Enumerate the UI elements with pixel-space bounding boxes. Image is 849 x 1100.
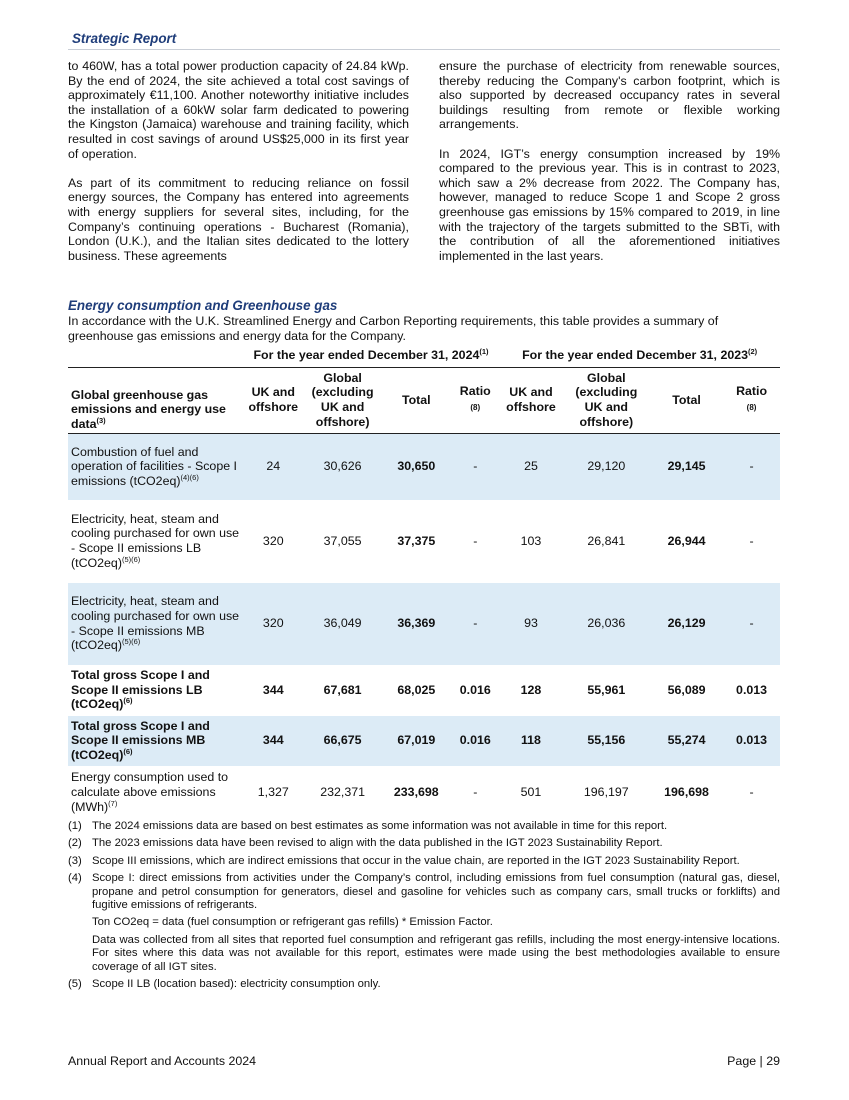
- cell-total-2023: 29,145: [650, 433, 723, 500]
- cell-ratio-2024: -: [451, 500, 499, 582]
- cell-ratio-2023: -: [723, 500, 780, 582]
- cell-global-2024: 66,675: [304, 715, 382, 766]
- header-ratio-2023: Ratio (8): [723, 367, 780, 433]
- group-header-2023: For the year ended December 31, 2023$^{(2)}$: [499, 345, 780, 367]
- left-paragraph-2: As part of its commitment to reducing reliance on fossil energy sources, the Company has entered into agreements with energy suppliers for several sites, including, for the Company’s continuing operations - Bucharest (Romania), London (U.K.), and the Italian sites dedicated to the lottery business. These agreements: [68, 175, 409, 263]
- footnote-continuation: Data was collected from all sites that reported fuel consumption and refrigerant gas refills, including the most energy-intensive locations. For sites where this data was not available for this report, estimates were made using the best methodologies available to ensure coverage of all IGT sites.: [92, 933, 780, 973]
- cell-uk-2023: 103: [499, 500, 562, 582]
- cell-total-2024: 67,019: [381, 715, 451, 766]
- header-uk-2024: UK and offshore: [243, 367, 304, 433]
- table-row: [68, 715, 780, 766]
- cell-uk-2024: 320: [243, 582, 304, 665]
- cell-ratio-2023: -: [749, 784, 754, 799]
- cell-uk-2023: 128: [499, 665, 562, 715]
- cell-uk-2024: 344: [243, 715, 304, 766]
- left-paragraph-1: to 460W, has a total power production capacity of 24.84 kWp. By the end of 2024, the site achieved a total cost savings of approximately €11,100. Another noteworthy initiative includes the installation of a 60kW solar farm dedicated to powering the Kingston (Jamaica) warehouse and training facility, which resulted in cost savings of around US$25,000 in its first year of operation.: [68, 59, 409, 161]
- cell-global-2023: 55,961: [563, 665, 650, 715]
- table-column-header: [68, 367, 780, 433]
- section-heading: Energy consumption and Greenhouse gas: [68, 298, 338, 313]
- cell-ratio-2023: 0.013: [723, 715, 780, 766]
- left-column: [68, 59, 409, 278]
- footnote: (3) Scope III emissions, which are indirect emissions that occur in the value chain, are reported in the IGT 2023 Sustainability Report.: [68, 854, 740, 867]
- cell-global-2024: 30,626: [304, 433, 382, 500]
- cell-uk-2024: 24: [243, 433, 304, 500]
- section-intro: In accordance with the U.K. Streamlined Energy and Carbon Reporting requirements, this table provides a summary of greenhouse gas emissions and energy data for the Company.: [68, 314, 719, 343]
- row-label: Combustion of fuel and operation of facilities - Scope I emissions $(tCO2eq)^{(4)(6)}$: [68, 433, 243, 500]
- cell-uk-2023: 118: [499, 715, 562, 766]
- cell-total-2024: 233,698: [393, 784, 439, 799]
- table-group-header: [68, 345, 780, 367]
- cell-global-2023: 29,120: [563, 433, 650, 500]
- right-column: [439, 59, 780, 278]
- header-total-2024: Total: [381, 367, 451, 433]
- cell-ratio-2023: -: [723, 433, 780, 500]
- footnotes: [68, 820, 780, 995]
- table-row: [68, 582, 780, 665]
- cell-total-2024: 37,375: [381, 500, 451, 582]
- cell-total-2023: 56,089: [650, 665, 723, 715]
- footnote: (1) The 2024 emissions data are based on best estimates as some information was not available in time for this report.: [68, 820, 668, 832]
- cell-ratio-2024: -: [451, 433, 499, 500]
- header-ratio-2024: Ratio (8): [451, 367, 499, 433]
- table-row: [68, 665, 780, 715]
- cell-total-2023: 26,944: [650, 500, 723, 582]
- cell-uk-2024: 344: [243, 665, 304, 715]
- header-uk-2023: UK and offshore: [499, 367, 562, 433]
- cell-total-2023: 196,698: [664, 784, 709, 799]
- cell-ratio-2023: -: [723, 582, 780, 665]
- group-header-2024: For the year ended December 31, 2024$^{(1)}$: [243, 345, 500, 367]
- row-label: Total gross Scope I and Scope II emissions LB $(tCO2eq)^{(6)}$: [68, 665, 243, 715]
- page-section-title: Strategic Report: [72, 31, 177, 46]
- row-label: Electricity, heat, steam and cooling purchased for own use - Scope II emissions MB $(tCO2eq)^{(5)(6)}$: [68, 582, 243, 665]
- cell-total-2024: 30,650: [381, 433, 451, 500]
- emissions-table: [68, 345, 780, 818]
- right-paragraph-1: ensure the purchase of electricity from renewable sources, thereby reducing the Company's carbon footprint, which is also supported by decreased occupancy rates in several buildings resulting from remote or flexible working arrangements.: [439, 59, 780, 132]
- header-global-2023: Global (excluding UK and offshore): [563, 367, 650, 433]
- cell-global-2023: 196,197: [583, 784, 629, 799]
- table-row: [68, 766, 780, 818]
- footnote: (4) Scope I: direct emissions from activities under the Company’s control, including emissions from fuel consumption (natural gas, diesel, propane and petrol consumption for generators, diesel and gasoline for vehicles such as company cars, small trucks or forklifts) and fugitive emissions of refrigerants.: [68, 872, 780, 912]
- cell-total-2023: 55,274: [650, 715, 723, 766]
- cell-uk-2024: 320: [243, 500, 304, 582]
- cell-ratio-2024: 0.016: [451, 715, 499, 766]
- right-paragraph-2: In 2024, IGT’s energy consumption increased by 19% compared to the previous year. This is in contrast to 2023, which saw a 2% decrease from 2022. The Company has, however, managed to reduce Scope 1 and Scope 2 gross greenhouse gas emissions by 15% compared to 2019, in line with the trajectory of the targets submitted to the SBTi, with the contribution of all the aforementioned initiatives implemented in the last years.: [439, 146, 780, 263]
- cell-global-2024: 67,681: [304, 665, 382, 715]
- cell-uk-2023: 501: [520, 784, 542, 799]
- cell-ratio-2024: -: [473, 784, 478, 799]
- cell-global-2023: 26,841: [563, 500, 650, 582]
- footer-report-name: Annual Report and Accounts 2024: [68, 1054, 257, 1068]
- header-global-2024: Global (excluding UK and offshore): [304, 367, 382, 433]
- cell-ratio-2023: 0.013: [723, 665, 780, 715]
- footnote-continuation: Ton CO2eq = data (fuel consumption or refrigerant gas refills) * Emission Factor.: [92, 916, 493, 929]
- cell-global-2024: 232,371: [320, 784, 365, 799]
- cell-uk-2023: 93: [499, 582, 562, 665]
- row-label: Energy consumption used to calculate above emissions (MWh)$^{(7)}$: [71, 770, 229, 814]
- cell-ratio-2024: -: [451, 582, 499, 665]
- table-row: [68, 500, 780, 582]
- cell-total-2023: 26,129: [650, 582, 723, 665]
- table-row: [68, 433, 780, 500]
- header-metric: Global greenhouse gas emissions and energy use data$^{(3)}$: [68, 367, 243, 433]
- cell-global-2024: 37,055: [304, 500, 382, 582]
- row-label: Electricity, heat, steam and cooling purchased for own use - Scope II emissions LB $(tCO2eq)^{(5)(6)}$: [68, 500, 243, 582]
- footnote: (2) The 2023 emissions data have been revised to align with the data published in the IGT 2023 Sustainability Report.: [68, 837, 663, 850]
- row-label: Total gross Scope I and Scope II emissions MB $(tCO2eq)^{(6)}$: [68, 715, 243, 766]
- footnote: (5) Scope II LB (location based): electricity consumption only.: [68, 978, 381, 991]
- header-divider: [68, 49, 780, 50]
- header-total-2023: Total: [650, 367, 723, 433]
- cell-uk-2023: 25: [499, 433, 562, 500]
- cell-total-2024: 68,025: [381, 665, 451, 715]
- cell-ratio-2024: 0.016: [451, 665, 499, 715]
- footer-page-number: Page | 29: [727, 1054, 780, 1068]
- cell-global-2023: 55,156: [563, 715, 650, 766]
- cell-total-2024: 36,369: [381, 582, 451, 665]
- page: [68, 0, 780, 1100]
- cell-uk-2024: 1,327: [257, 784, 289, 799]
- cell-global-2024: 36,049: [304, 582, 382, 665]
- cell-global-2023: 26,036: [563, 582, 650, 665]
